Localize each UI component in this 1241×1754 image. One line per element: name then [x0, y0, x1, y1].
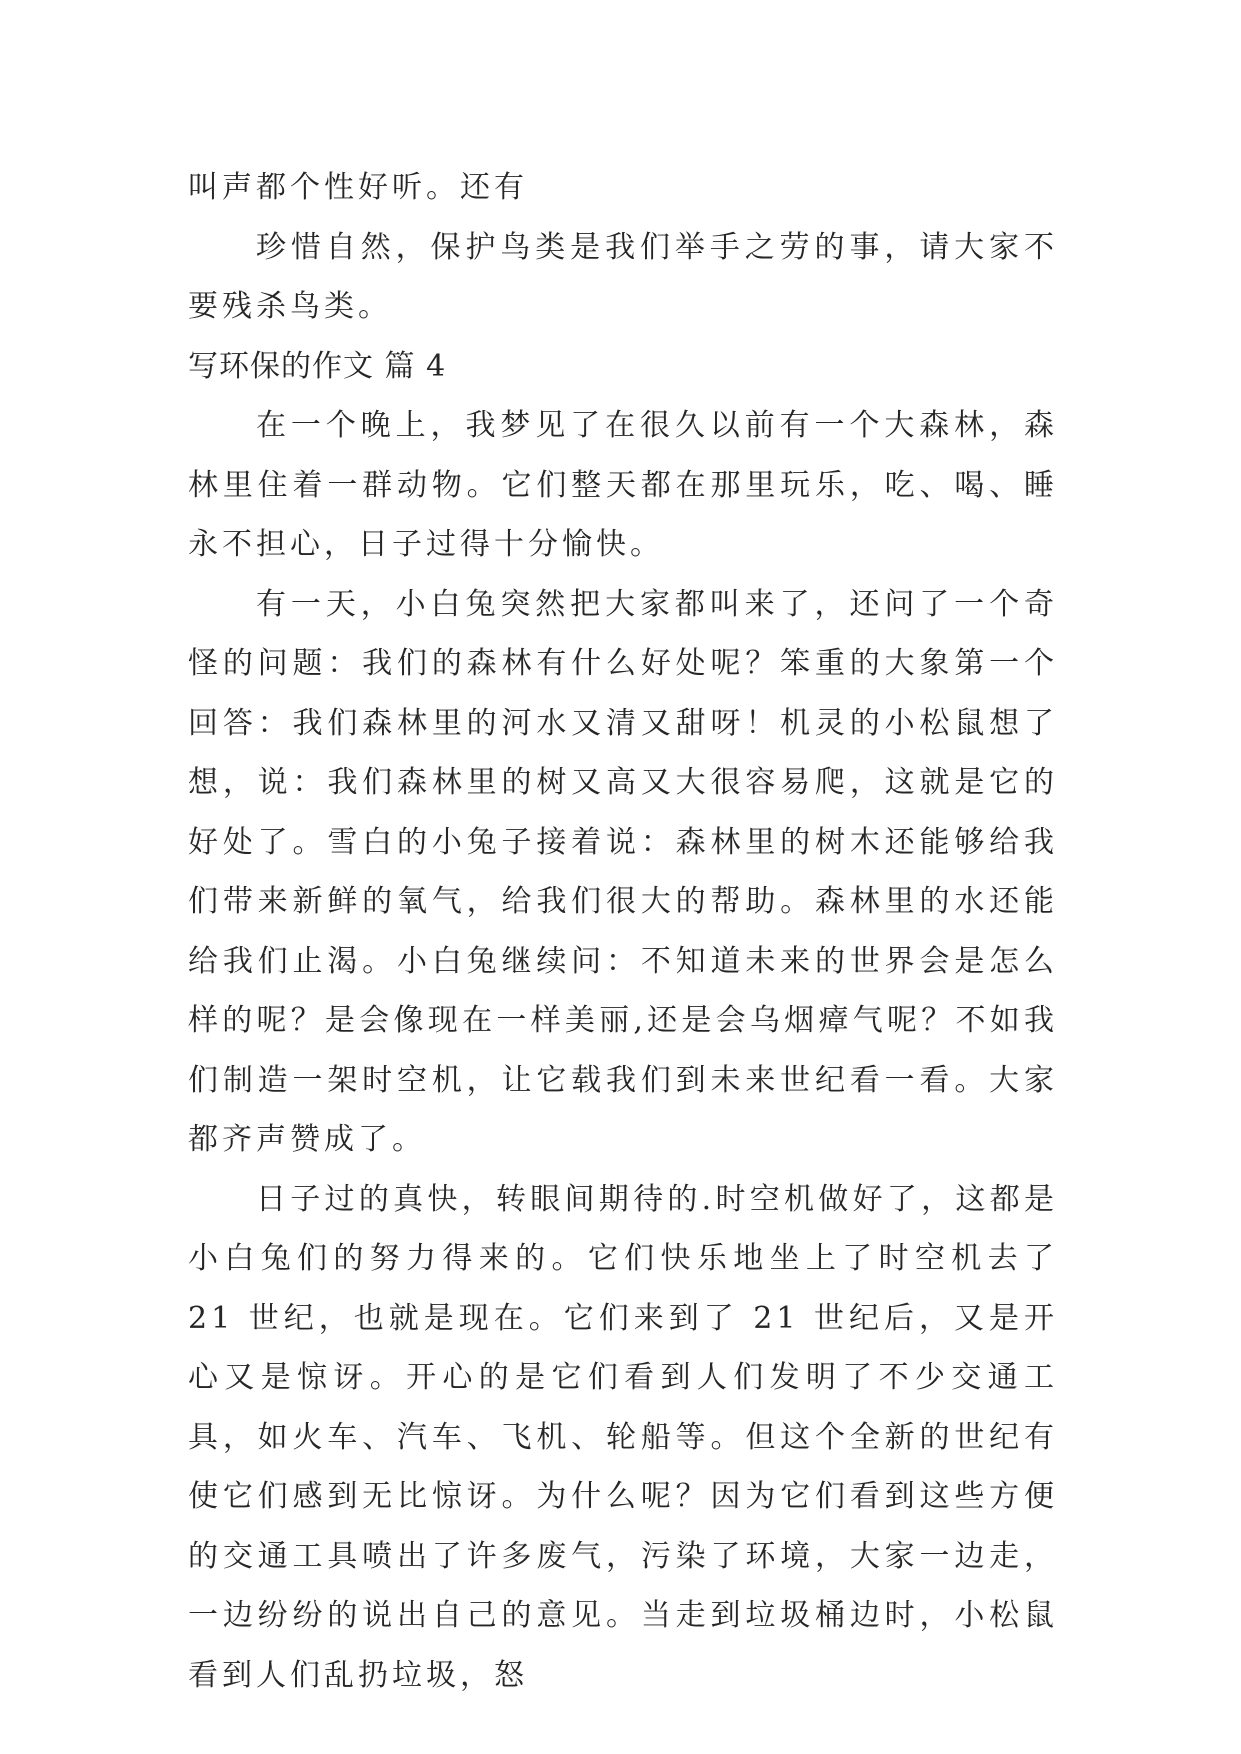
paragraph-continuation: 叫声都个性好听。还有 — [188, 170, 528, 205]
paragraph: 在一个晚上，我梦见了在很久以前有一个大森林，森林里住着一群动物。它们整天都在那里玩乐，吃、喝、睡永不担心，日子过得十分愉快。 — [188, 408, 1058, 562]
section-heading: 写环保的作文 篇 4 — [188, 348, 447, 384]
paragraph: 有一天，小白兔突然把大家都叫来了，还问了一个奇怪的问题：我们的森林有什么好处呢？笨重的大象第一个回答：我们森林里的河水又清又甜呀！机灵的小松鼠想了想，说：我们森林里的树又高又大很容易爬，这就是它的好处了。雪白的小兔子接着说：森林里的树木还能够给我们带来新鲜的氧气，给我们很大的帮助。森林里的水还能给我们止渴。小白兔继续问：不知道未来的世界会是怎么样的呢？是会像现在一样美丽,还是会乌烟瘴气呢？不如我们制造一架时空机，让它载我们到未来世纪看一看。大家都齐声赞成了。 — [188, 586, 1058, 1157]
paragraph: 珍惜自然，保护鸟类是我们举手之劳的事，请大家不要残杀鸟类。 — [188, 229, 1058, 324]
document-body — [188, 158, 1058, 1705]
paragraph: 日子过的真快，转眼间期待的.时空机做好了，这都是小白兔们的努力得来的。它们快乐地坐上了时空机去了 21 世纪，也就是现在。它们来到了 21 世纪后，又是开心又是惊讶。开心的是它们看到人们发明了不少交通工具，如火车、汽车、飞机、轮船等。但这个全新的世纪有使它们感到无比惊讶。为什么呢？因为它们看到这些方便的交通工具喷出了许多废气，污染了环境，大家一边走，一边纷纷的说出自己的意见。当走到垃圾桶边时，小松鼠看到人们乱扔垃圾，怒 — [188, 1181, 1058, 1693]
